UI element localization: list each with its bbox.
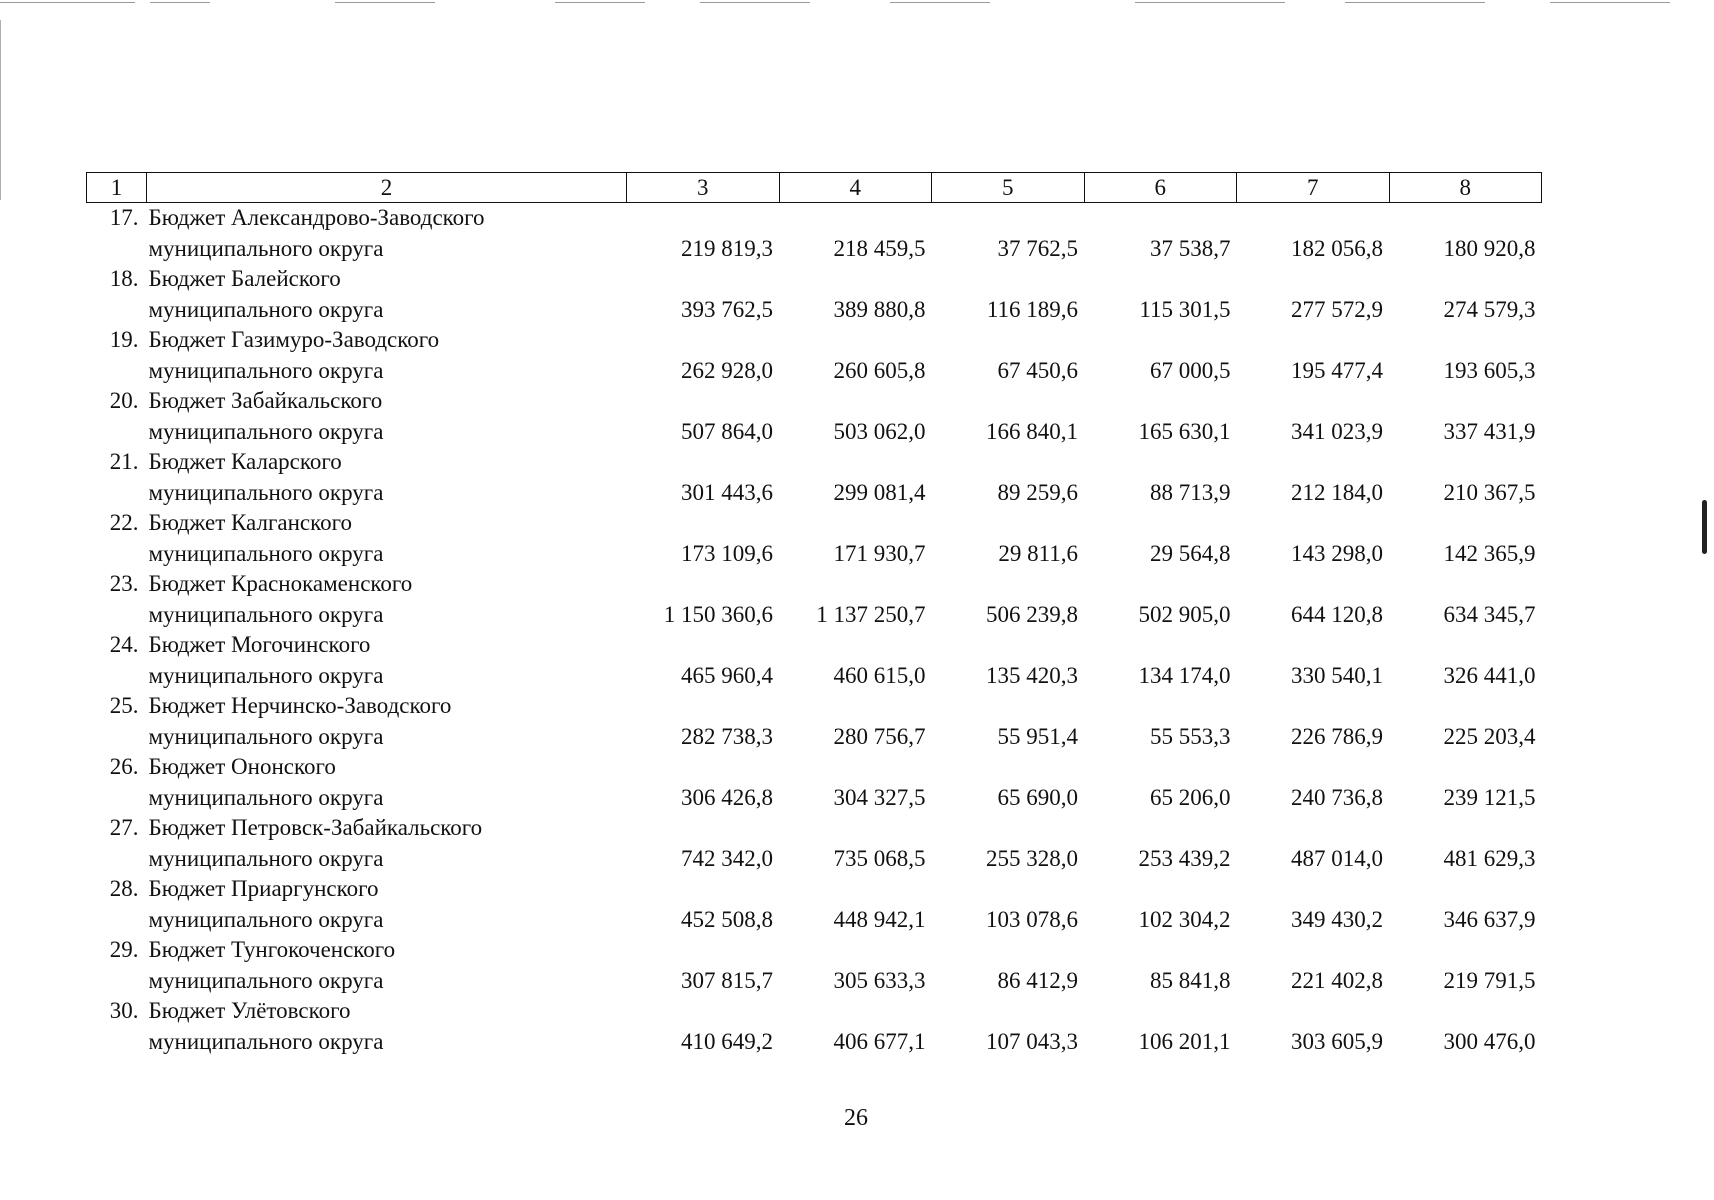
empty-cell — [1389, 813, 1542, 843]
value-cell: 1 150 360,6 — [663, 602, 773, 627]
budget-name: Бюджет Могочинского — [148, 632, 371, 657]
value-cell: 89 259,6 — [997, 480, 1078, 505]
value-cell: 103 078,6 — [986, 907, 1078, 932]
budget-name: Бюджет Петровск-Забайкальского — [148, 815, 483, 840]
column-header: 7 — [1237, 173, 1390, 203]
scan-edge-mark — [1702, 500, 1707, 554]
budget-name: Бюджет Каларского — [148, 449, 342, 474]
column-header: 5 — [932, 173, 1085, 203]
empty-cell — [1084, 752, 1237, 782]
value-cell: 326 441,0 — [1443, 663, 1536, 688]
empty-cell — [87, 721, 147, 752]
empty-cell — [627, 386, 780, 416]
page-number: 26 — [844, 1105, 868, 1131]
value-cell: 67 450,6 — [997, 358, 1078, 383]
value-cell: 165 630,1 — [1138, 419, 1231, 444]
empty-cell — [87, 782, 147, 813]
empty-cell — [1237, 508, 1390, 538]
row-number: 20. — [109, 388, 139, 413]
value-cell: 115 301,5 — [1139, 297, 1231, 322]
value-cell: 506 239,8 — [986, 602, 1078, 627]
budget-name-continuation: муниципального округа — [148, 419, 384, 444]
empty-cell — [779, 935, 932, 965]
column-header: 4 — [779, 173, 932, 203]
empty-cell — [1389, 325, 1542, 355]
value-cell: 135 420,3 — [986, 663, 1078, 688]
budget-name-continuation: муниципального округа — [148, 541, 384, 566]
row-number: 23. — [109, 571, 139, 596]
value-cell: 65 690,0 — [997, 785, 1078, 810]
empty-cell — [779, 813, 932, 843]
value-cell: 487 014,0 — [1291, 846, 1383, 871]
empty-cell — [932, 325, 1085, 355]
value-cell: 337 431,9 — [1443, 419, 1536, 444]
value-cell: 300 476,0 — [1443, 1029, 1536, 1054]
value-cell: 219 791,5 — [1443, 968, 1536, 993]
table-body — [87, 203, 1542, 1058]
empty-cell — [1237, 386, 1390, 416]
empty-cell — [1389, 569, 1542, 599]
empty-cell — [932, 264, 1085, 294]
value-cell: 116 189,6 — [986, 297, 1078, 322]
table-row-continuation — [87, 660, 1542, 691]
empty-cell — [1389, 935, 1542, 965]
scan-edge-line — [1550, 2, 1670, 3]
budget-name: Бюджет Приаргунского — [148, 876, 379, 901]
value-cell: 460 615,0 — [833, 663, 926, 688]
empty-cell — [1084, 325, 1237, 355]
budget-name: Бюджет Улётовского — [148, 998, 351, 1023]
table-row — [87, 813, 1542, 843]
value-cell: 303 605,9 — [1291, 1029, 1383, 1054]
value-cell: 481 629,3 — [1443, 846, 1536, 871]
empty-cell — [1084, 813, 1237, 843]
table-row — [87, 752, 1542, 782]
empty-cell — [1237, 996, 1390, 1026]
value-cell: 65 206,0 — [1150, 785, 1231, 810]
value-cell: 301 443,6 — [681, 480, 773, 505]
value-cell: 55 951,4 — [997, 724, 1078, 749]
empty-cell — [779, 386, 932, 416]
row-number: 28. — [109, 876, 139, 901]
empty-cell — [1237, 691, 1390, 721]
budget-name: Бюджет Ононского — [148, 754, 336, 779]
value-cell: 37 762,5 — [997, 236, 1078, 261]
row-number: 24. — [109, 632, 139, 657]
value-cell: 106 201,1 — [1138, 1029, 1231, 1054]
scan-edge-line — [335, 2, 435, 3]
empty-cell — [932, 386, 1085, 416]
empty-cell — [1389, 264, 1542, 294]
table-row — [87, 630, 1542, 660]
table-row-continuation — [87, 782, 1542, 813]
table-row-continuation — [87, 538, 1542, 569]
column-header: 8 — [1389, 173, 1542, 203]
budget-table — [86, 172, 1542, 1057]
value-cell: 37 538,7 — [1150, 236, 1231, 261]
empty-cell — [627, 569, 780, 599]
empty-cell — [932, 508, 1085, 538]
scan-edge-line — [555, 2, 645, 3]
value-cell: 346 637,9 — [1443, 907, 1536, 932]
value-cell: 171 930,7 — [833, 541, 926, 566]
value-cell: 142 365,9 — [1443, 541, 1536, 566]
empty-cell — [87, 599, 147, 630]
value-cell: 502 905,0 — [1138, 602, 1231, 627]
empty-cell — [627, 874, 780, 904]
value-cell: 644 120,8 — [1291, 602, 1383, 627]
value-cell: 239 121,5 — [1443, 785, 1536, 810]
empty-cell — [1084, 630, 1237, 660]
table-row — [87, 691, 1542, 721]
value-cell: 255 328,0 — [986, 846, 1078, 871]
empty-cell — [779, 569, 932, 599]
row-number: 27. — [109, 815, 139, 840]
empty-cell — [932, 691, 1085, 721]
empty-cell — [1084, 264, 1237, 294]
value-cell: 225 203,4 — [1443, 724, 1536, 749]
value-cell: 262 928,0 — [681, 358, 773, 383]
value-cell: 226 786,9 — [1291, 724, 1383, 749]
table-row-continuation — [87, 355, 1542, 386]
empty-cell — [1389, 630, 1542, 660]
empty-cell — [1237, 813, 1390, 843]
empty-cell — [627, 691, 780, 721]
empty-cell — [932, 752, 1085, 782]
empty-cell — [932, 569, 1085, 599]
empty-cell — [779, 874, 932, 904]
empty-cell — [627, 752, 780, 782]
empty-cell — [932, 935, 1085, 965]
budget-name-continuation: муниципального округа — [148, 785, 384, 810]
empty-cell — [1389, 203, 1542, 234]
value-cell: 634 345,7 — [1443, 602, 1536, 627]
empty-cell — [627, 813, 780, 843]
value-cell: 448 942,1 — [833, 907, 926, 932]
empty-cell — [87, 904, 147, 935]
value-cell: 389 880,8 — [833, 297, 926, 322]
empty-cell — [1389, 874, 1542, 904]
budget-name-continuation: муниципального округа — [148, 724, 384, 749]
value-cell: 143 298,0 — [1291, 541, 1383, 566]
row-number: 25. — [109, 693, 139, 718]
value-cell: 280 756,7 — [833, 724, 926, 749]
empty-cell — [779, 447, 932, 477]
value-cell: 182 056,8 — [1291, 236, 1383, 261]
table-row — [87, 325, 1542, 355]
budget-name-continuation: муниципального округа — [148, 236, 384, 261]
table-row-continuation — [87, 294, 1542, 325]
row-number: 30. — [109, 998, 139, 1023]
value-cell: 55 553,3 — [1150, 724, 1231, 749]
value-cell: 253 439,2 — [1138, 846, 1231, 871]
table-row — [87, 874, 1542, 904]
value-cell: 219 819,3 — [681, 236, 773, 261]
empty-cell — [87, 477, 147, 508]
empty-cell — [932, 996, 1085, 1026]
value-cell: 282 738,3 — [681, 724, 773, 749]
empty-cell — [87, 355, 147, 386]
value-cell: 406 677,1 — [833, 1029, 926, 1054]
value-cell: 503 062,0 — [833, 419, 926, 444]
table-row — [87, 203, 1542, 234]
empty-cell — [1084, 508, 1237, 538]
scan-edge-line — [0, 2, 135, 3]
empty-cell — [627, 996, 780, 1026]
empty-cell — [1084, 447, 1237, 477]
empty-cell — [87, 294, 147, 325]
table-row-continuation — [87, 477, 1542, 508]
value-cell: 330 540,1 — [1291, 663, 1383, 688]
empty-cell — [779, 691, 932, 721]
value-cell: 67 000,5 — [1150, 358, 1231, 383]
empty-cell — [779, 325, 932, 355]
row-number: 18. — [109, 266, 139, 291]
scan-edge-line — [700, 2, 810, 3]
table-row — [87, 996, 1542, 1026]
table-row — [87, 386, 1542, 416]
column-header: 1 — [87, 173, 147, 203]
empty-cell — [779, 264, 932, 294]
table-row-continuation — [87, 233, 1542, 264]
empty-cell — [87, 965, 147, 996]
value-cell: 742 342,0 — [681, 846, 773, 871]
budget-name: Бюджет Газимуро-Заводского — [148, 327, 440, 352]
row-number: 17. — [109, 205, 139, 230]
empty-cell — [1237, 264, 1390, 294]
empty-cell — [1389, 752, 1542, 782]
empty-cell — [1084, 386, 1237, 416]
empty-cell — [1084, 691, 1237, 721]
table-header — [87, 173, 1542, 203]
budget-name: Бюджет Калганского — [148, 510, 352, 535]
budget-name-continuation: муниципального округа — [148, 297, 384, 322]
table-row-continuation — [87, 1026, 1542, 1057]
value-cell: 299 081,4 — [833, 480, 926, 505]
row-number: 21. — [109, 449, 139, 474]
value-cell: 305 633,3 — [833, 968, 926, 993]
value-cell: 240 736,8 — [1291, 785, 1383, 810]
empty-cell — [779, 630, 932, 660]
empty-cell — [627, 447, 780, 477]
value-cell: 107 043,3 — [986, 1029, 1078, 1054]
value-cell: 1 137 250,7 — [816, 602, 926, 627]
empty-cell — [627, 203, 780, 234]
value-cell: 277 572,9 — [1291, 297, 1383, 322]
budget-name: Бюджет Забайкальского — [148, 388, 383, 413]
empty-cell — [87, 538, 147, 569]
value-cell: 29 811,6 — [998, 541, 1078, 566]
empty-cell — [1237, 935, 1390, 965]
value-cell: 260 605,8 — [833, 358, 926, 383]
empty-cell — [779, 996, 932, 1026]
budget-name-continuation: муниципального округа — [148, 968, 384, 993]
table-row — [87, 935, 1542, 965]
empty-cell — [1389, 691, 1542, 721]
budget-name: Бюджет Балейского — [148, 266, 341, 291]
value-cell: 193 605,3 — [1443, 358, 1536, 383]
table-row — [87, 508, 1542, 538]
table-row-continuation — [87, 599, 1542, 630]
empty-cell — [627, 630, 780, 660]
empty-cell — [87, 843, 147, 874]
column-header: 6 — [1084, 173, 1237, 203]
column-header: 3 — [627, 173, 780, 203]
empty-cell — [1084, 203, 1237, 234]
budget-name: Бюджет Тунгокоченского — [148, 937, 396, 962]
value-cell: 274 579,3 — [1443, 297, 1536, 322]
budget-name-continuation: муниципального округа — [148, 846, 384, 871]
budget-name-continuation: муниципального округа — [148, 480, 384, 505]
table-row-continuation — [87, 965, 1542, 996]
table-row-continuation — [87, 904, 1542, 935]
row-number: 22. — [109, 510, 139, 535]
empty-cell — [1237, 203, 1390, 234]
empty-cell — [87, 416, 147, 447]
header-row — [87, 173, 1542, 203]
value-cell: 735 068,5 — [833, 846, 926, 871]
empty-cell — [1084, 569, 1237, 599]
value-cell: 86 412,9 — [997, 968, 1078, 993]
value-cell: 166 840,1 — [986, 419, 1078, 444]
empty-cell — [932, 203, 1085, 234]
empty-cell — [1084, 996, 1237, 1026]
row-number: 26. — [109, 754, 139, 779]
empty-cell — [1389, 447, 1542, 477]
value-cell: 452 508,8 — [681, 907, 773, 932]
empty-cell — [1237, 874, 1390, 904]
table-row — [87, 264, 1542, 294]
value-cell: 307 815,7 — [681, 968, 773, 993]
budget-name-continuation: муниципального округа — [148, 663, 384, 688]
table-row-continuation — [87, 843, 1542, 874]
empty-cell — [627, 935, 780, 965]
value-cell: 410 649,2 — [681, 1029, 773, 1054]
scan-edge-line — [1345, 2, 1485, 3]
value-cell: 349 430,2 — [1291, 907, 1383, 932]
value-cell: 180 920,8 — [1443, 236, 1536, 261]
empty-cell — [932, 813, 1085, 843]
empty-cell — [779, 508, 932, 538]
value-cell: 465 960,4 — [681, 663, 773, 688]
table-row — [87, 447, 1542, 477]
empty-cell — [1237, 325, 1390, 355]
empty-cell — [932, 447, 1085, 477]
column-header: 2 — [147, 173, 627, 203]
empty-cell — [779, 203, 932, 234]
table-row — [87, 569, 1542, 599]
budget-name-continuation: муниципального округа — [148, 1029, 384, 1054]
value-cell: 88 713,9 — [1150, 480, 1231, 505]
value-cell: 85 841,8 — [1150, 968, 1231, 993]
empty-cell — [1237, 630, 1390, 660]
value-cell: 173 109,6 — [681, 541, 773, 566]
empty-cell — [1389, 996, 1542, 1026]
value-cell: 210 367,5 — [1443, 480, 1536, 505]
empty-cell — [1237, 752, 1390, 782]
empty-cell — [1084, 935, 1237, 965]
scan-edge-line — [1135, 2, 1285, 3]
value-cell: 341 023,9 — [1291, 419, 1383, 444]
value-cell: 507 864,0 — [681, 419, 773, 444]
empty-cell — [932, 874, 1085, 904]
row-number: 29. — [109, 937, 139, 962]
value-cell: 393 762,5 — [681, 297, 773, 322]
value-cell: 212 184,0 — [1291, 480, 1383, 505]
budget-name-continuation: муниципального округа — [148, 358, 384, 383]
value-cell: 218 459,5 — [833, 236, 926, 261]
empty-cell — [627, 508, 780, 538]
budget-name: Бюджет Нерчинско-Заводского — [148, 693, 452, 718]
empty-cell — [87, 660, 147, 691]
empty-cell — [1237, 569, 1390, 599]
empty-cell — [87, 233, 147, 264]
value-cell: 102 304,2 — [1138, 907, 1231, 932]
value-cell: 134 174,0 — [1138, 663, 1231, 688]
empty-cell — [627, 325, 780, 355]
empty-cell — [627, 264, 780, 294]
empty-cell — [932, 630, 1085, 660]
row-number: 19. — [109, 327, 139, 352]
empty-cell — [779, 752, 932, 782]
value-cell: 304 327,5 — [833, 785, 926, 810]
value-cell: 195 477,4 — [1291, 358, 1383, 383]
empty-cell — [1389, 386, 1542, 416]
value-cell: 221 402,8 — [1291, 968, 1383, 993]
budget-name-continuation: муниципального округа — [148, 602, 384, 627]
empty-cell — [1237, 447, 1390, 477]
budget-name: Бюджет Краснокаменского — [148, 571, 413, 596]
empty-cell — [87, 1026, 147, 1057]
empty-cell — [1389, 508, 1542, 538]
scan-edge-line — [150, 2, 210, 3]
scan-edge-line — [890, 2, 990, 3]
value-cell: 306 426,8 — [681, 785, 773, 810]
budget-name: Бюджет Александрово-Заводского — [148, 205, 485, 230]
value-cell: 29 564,8 — [1150, 541, 1231, 566]
empty-cell — [1084, 874, 1237, 904]
scan-edge-line — [0, 20, 1, 200]
budget-name-continuation: муниципального округа — [148, 907, 384, 932]
table-row-continuation — [87, 721, 1542, 752]
table-row-continuation — [87, 416, 1542, 447]
